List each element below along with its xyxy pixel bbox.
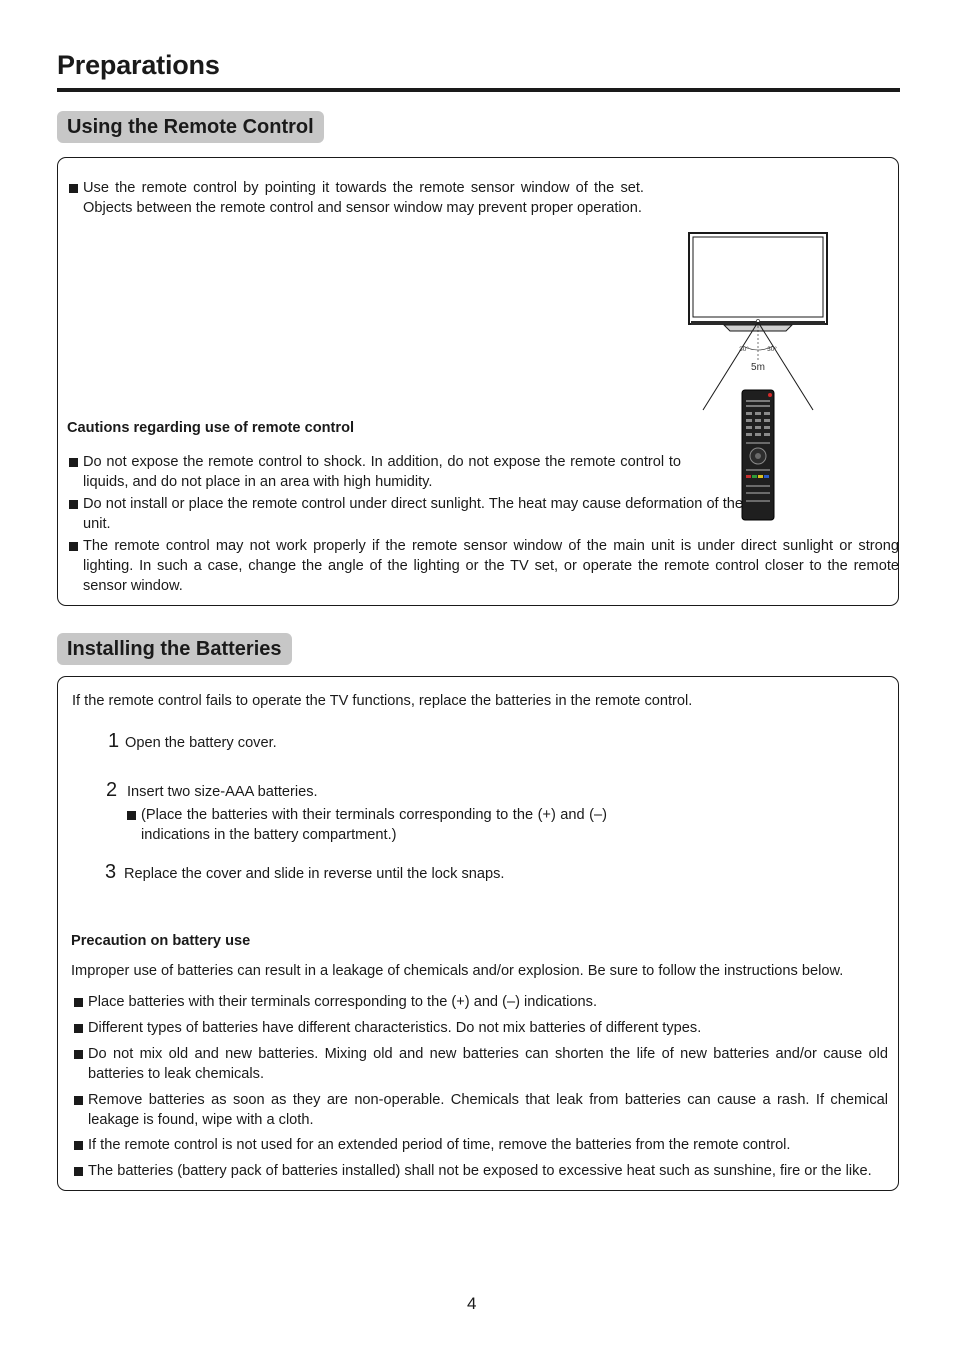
caution-item	[69, 536, 899, 596]
precaution-text: Do not mix old and new batteries. Mixing old and new batteries can shorten the life of new batteries and/or cause old batteries to leak chemicals.	[88, 1046, 888, 1082]
angle-right-label: 30°	[767, 346, 777, 353]
bullet-square-icon	[74, 1096, 83, 1105]
precaution-intro: Improper use of batteries can result in a leakage of chemicals and/or explosion. Be sure to follow the instructions below.	[71, 963, 844, 979]
caution-item	[69, 452, 681, 492]
bullet-square-icon	[74, 1050, 83, 1059]
caution-text: Do not expose the remote control to shock. In addition, do not expose the remote control to liquids, and do not place in an area with high humidity.	[83, 454, 681, 490]
precaution-item	[74, 1135, 888, 1155]
step-text: Replace the cover and slide in reverse until the lock snaps.	[124, 866, 505, 882]
step-text: Open the battery cover.	[125, 735, 277, 751]
precaution-title: Precaution on battery use	[71, 933, 251, 949]
bullet-square-icon	[69, 458, 78, 467]
step-note-text: (Place the batteries with their terminals corresponding to the (+) and (–) indications in the battery compartment.)	[141, 807, 607, 843]
precaution-text: The batteries (battery pack of batteries installed) shall not be exposed to excessive heat such as sunshine, fire or the like.	[88, 1163, 872, 1179]
precaution-item	[74, 1044, 888, 1084]
battery-intro: If the remote control fails to operate the TV functions, replace the batteries in the remote control.	[72, 693, 693, 709]
bullet-square-icon	[69, 184, 78, 193]
distance-label: 5m	[751, 362, 765, 373]
step-number: 2	[106, 779, 118, 801]
remote-intro-text: Use the remote control by pointing it towards the remote sensor window of the set. Objects between the remote control and sensor window may prevent proper operation.	[83, 180, 644, 216]
remote-intro	[69, 178, 644, 218]
angle-left-label: 30°	[739, 346, 749, 353]
bullet-square-icon	[74, 998, 83, 1007]
precaution-item	[74, 1090, 888, 1130]
tv-remote-diagram	[688, 230, 838, 525]
page-title: Preparations	[57, 50, 220, 80]
section-heading-remote: Using the Remote Control	[57, 111, 324, 143]
bullet-square-icon	[127, 811, 136, 820]
batteries-panel	[57, 676, 899, 1191]
precaution-item	[74, 1161, 888, 1181]
bullet-square-icon	[74, 1024, 83, 1033]
precaution-item	[74, 1018, 888, 1038]
remote-control-icon	[742, 390, 774, 520]
remote-control-panel	[57, 157, 899, 606]
caution-item	[69, 494, 743, 534]
caution-text: The remote control may not work properly if the remote sensor window of the main unit is under direct sunlight or strong lighting. In such a case, change the angle of the lighting or the TV set, or operate the remote control closer to the remote sensor window.	[83, 538, 899, 594]
step-note	[127, 805, 607, 845]
title-rule	[57, 88, 900, 92]
bullet-square-icon	[74, 1167, 83, 1176]
bullet-square-icon	[69, 500, 78, 509]
precaution-text: If the remote control is not used for an extended period of time, remove the batteries from the remote control.	[88, 1137, 791, 1153]
precaution-text: Remove batteries as soon as they are non-operable. Chemicals that leak from batteries can cause a rash. If chemical leakage is found, wipe with a cloth.	[88, 1092, 888, 1128]
page-number: 4	[467, 1294, 477, 1313]
step-number: 1	[108, 730, 120, 752]
section-heading-batteries: Installing the Batteries	[57, 633, 292, 665]
tv-icon	[689, 233, 827, 331]
bullet-square-icon	[74, 1141, 83, 1150]
step-text: Insert two size-AAA batteries.	[127, 784, 318, 800]
precaution-text: Different types of batteries have different characteristics. Do not mix batteries of different types.	[88, 1020, 702, 1036]
step-number: 3	[105, 861, 117, 883]
cautions-title: Cautions regarding use of remote control	[67, 420, 355, 436]
precaution-text: Place batteries with their terminals corresponding to the (+) and (–) indications.	[88, 994, 598, 1010]
bullet-square-icon	[69, 542, 78, 551]
precaution-item	[74, 992, 888, 1012]
caution-text: Do not install or place the remote control under direct sunlight. The heat may cause deformation of the unit.	[83, 496, 743, 532]
